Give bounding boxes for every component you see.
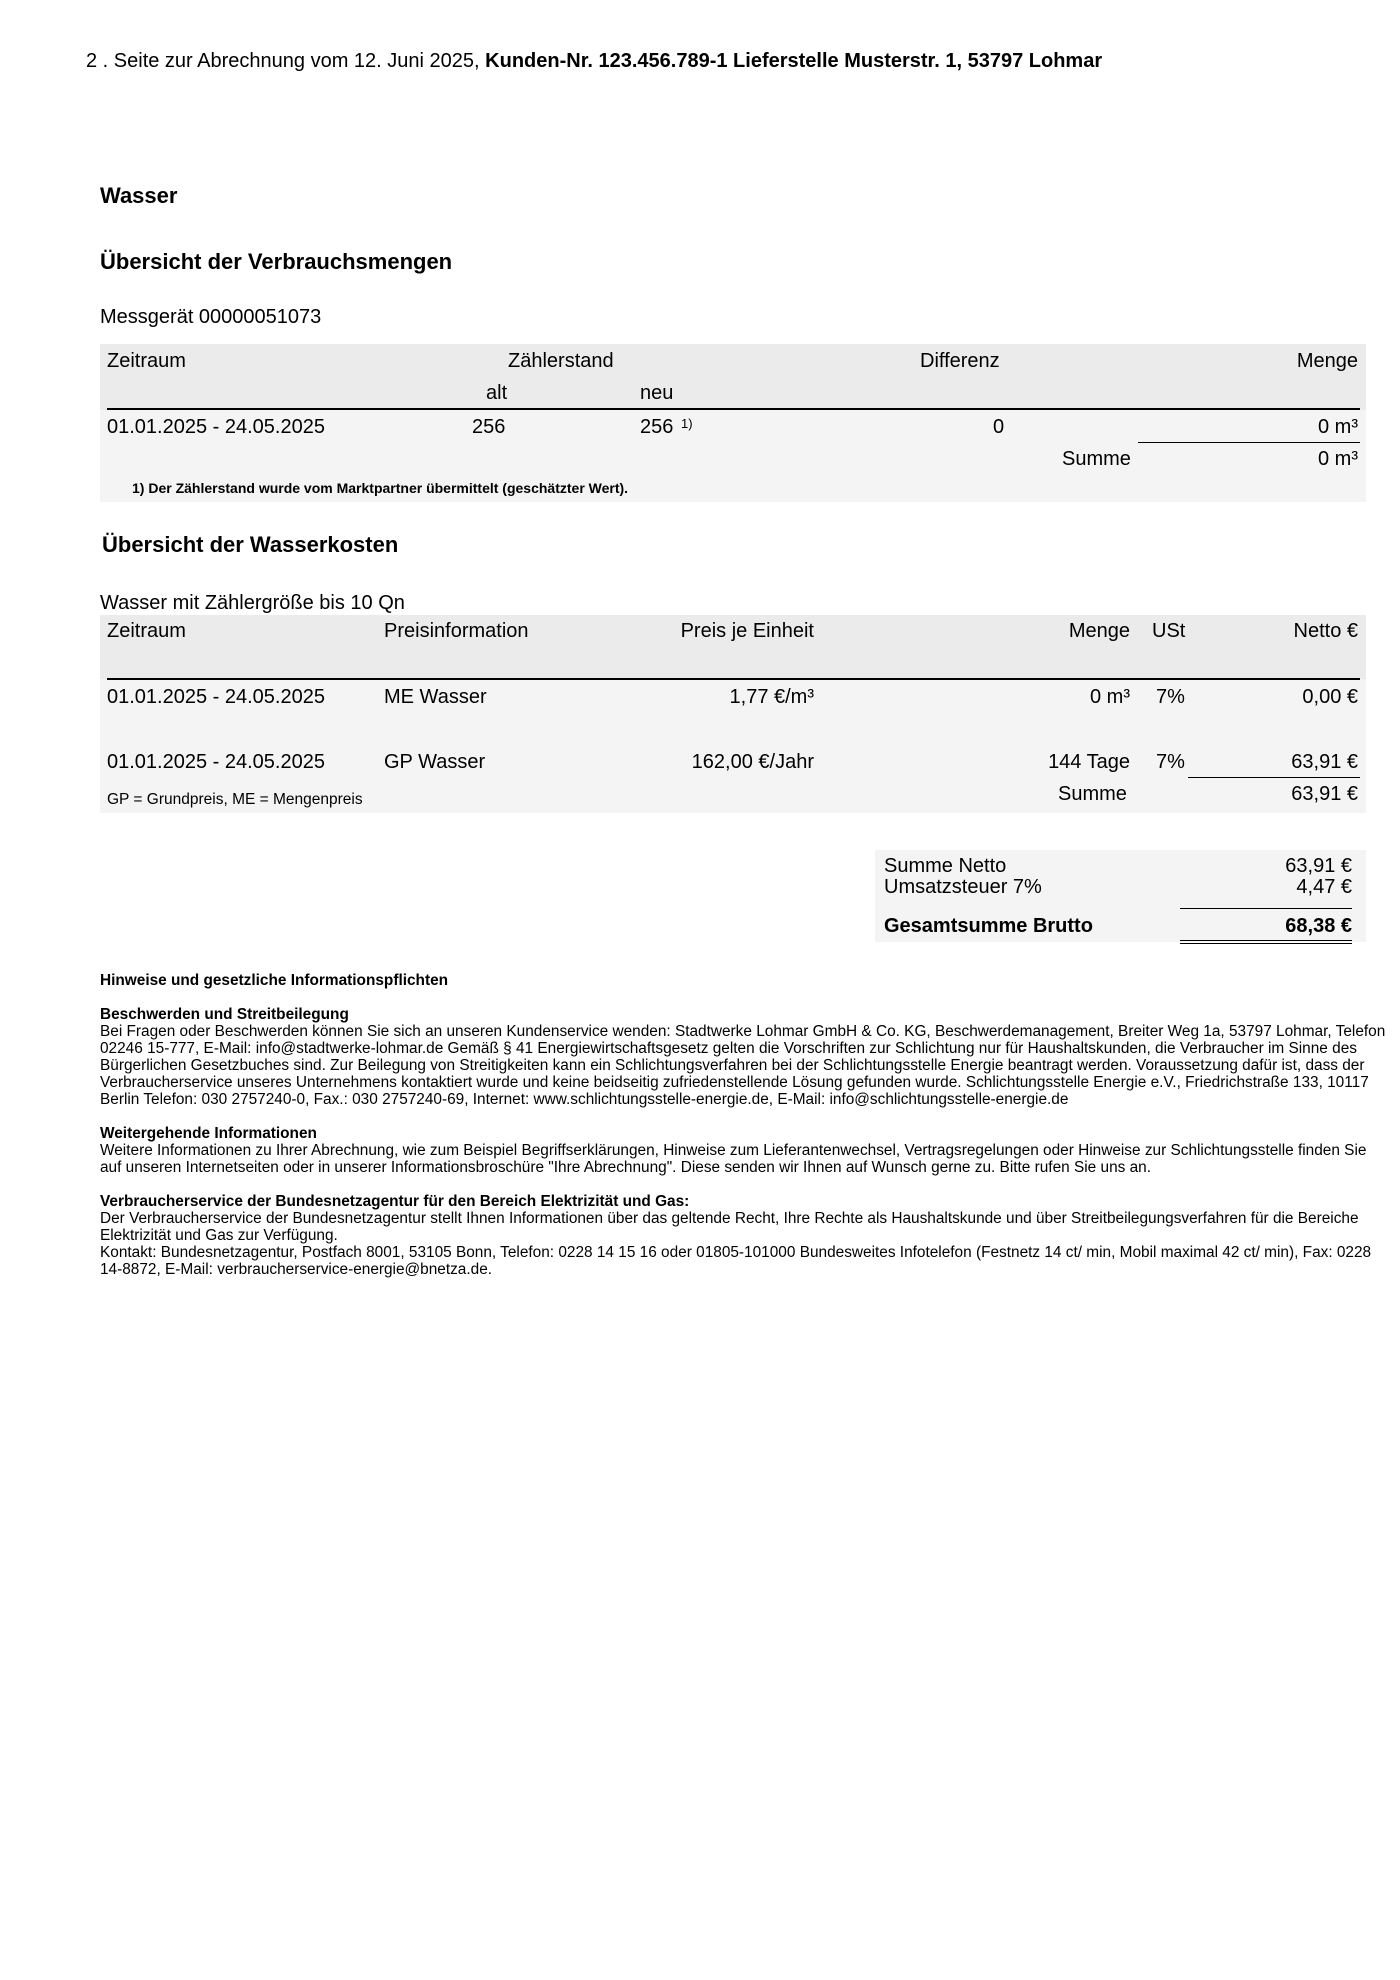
costs-row-1-vat: 7%	[1156, 686, 1185, 708]
costs-row-2-price-info: GP Wasser	[384, 751, 486, 773]
costs-col-period-header: Zeitraum	[107, 620, 186, 642]
agency-contact: Kontakt: Bundesnetzagentur, Postfach 8001, 53105 Bonn, Telefon: 0228 14 15 16 oder 01805-101000 Bundesweites Infotelefon (Festnetz 14 ct/ min, Mobil maximal 42 ct/ min), Fax: 0228 14-8872, E-Mail: verbraucherservice-energie@bnetza.de.	[100, 1244, 1372, 1278]
consumption-header-rule	[107, 408, 1360, 410]
total-vat-label: Umsatzsteuer 7%	[884, 876, 1042, 898]
costs-row-1-price-info: ME Wasser	[384, 686, 487, 708]
total-gross-value: 68,38 €	[1285, 915, 1352, 937]
costs-row-2-period: 01.01.2025 - 24.05.2025	[107, 751, 325, 773]
consumption-row-period: 01.01.2025 - 24.05.2025	[107, 416, 325, 438]
costs-legend: GP = Grundpreis, ME = Mengenpreis	[107, 791, 363, 808]
legal-notices	[100, 972, 1390, 1278]
page-header	[86, 50, 1366, 72]
costs-row-1-period: 01.01.2025 - 24.05.2025	[107, 686, 325, 708]
total-net-label: Summe Netto	[884, 855, 1007, 877]
costs-col-price-info-header: Preisinformation	[384, 620, 529, 642]
col-difference-header: Differenz	[920, 350, 1000, 372]
col-quantity-header: Menge	[1296, 350, 1358, 372]
complaints-heading: Beschwerden und Streitbeilegung	[100, 1006, 349, 1023]
consumption-row-quantity: 0 m³	[1318, 416, 1358, 438]
costs-sum-label: Summe	[1058, 783, 1127, 805]
agency-heading: Verbraucherservice der Bundesnetzagentur für den Bereich Elektrizität und Gas:	[100, 1193, 690, 1210]
col-period-header: Zeitraum	[107, 350, 186, 372]
costs-row-2-unit-price: 162,00 €/Jahr	[691, 751, 814, 773]
further-info-heading: Weitergehende Informationen	[100, 1125, 317, 1142]
consumption-sum-value: 0 m³	[1318, 448, 1358, 470]
costs-col-net-header: Netto €	[1293, 620, 1358, 642]
costs-subtitle: Wasser mit Zählergröße bis 10 Qn	[100, 592, 405, 614]
total-net-value: 63,91 €	[1285, 855, 1352, 877]
costs-row-1-unit-price: 1,77 €/m³	[729, 686, 814, 708]
costs-header-rule	[107, 678, 1360, 680]
customer-reference: Kunden-Nr. 123.456.789-1 Lieferstelle Musterstr. 1, 53797 Lohmar	[485, 50, 1103, 72]
consumption-row-new: 256	[640, 416, 674, 438]
col-old-header: alt	[486, 382, 508, 404]
costs-row-2-vat: 7%	[1156, 751, 1185, 773]
costs-row-1-quantity: 0 m³	[1090, 686, 1130, 708]
total-gross-top-rule	[1180, 908, 1352, 909]
legal-title: Hinweise und gesetzliche Informationspflichten	[100, 972, 449, 989]
costs-col-quantity-header: Menge	[1068, 620, 1130, 642]
costs-col-unit-price-header: Preis je Einheit	[680, 620, 814, 642]
col-meter-reading-header: Zählerstand	[508, 350, 614, 372]
consumption-sum-rule	[1138, 442, 1360, 443]
consumption-row-note-ref: 1)	[681, 416, 693, 431]
total-gross-double-rule-1	[1180, 940, 1352, 941]
page-reference: 2 . Seite zur Abrechnung vom 12. Juni 2025,	[86, 50, 480, 72]
meter-label: Messgerät 00000051073	[100, 306, 322, 328]
col-new-header: neu	[640, 382, 674, 404]
costs-sum-value: 63,91 €	[1291, 783, 1358, 805]
costs-row-2-quantity: 144 Tage	[1048, 751, 1130, 773]
consumption-footnote: 1) Der Zählerstand wurde vom Marktpartner übermittelt (geschätzter Wert).	[132, 480, 629, 496]
total-gross-double-rule-2	[1180, 943, 1352, 944]
total-gross-label: Gesamtsumme Brutto	[884, 915, 1093, 937]
costs-title: Übersicht der Wasserkosten	[102, 532, 399, 557]
consumption-title: Übersicht der Verbrauchsmengen	[100, 249, 453, 274]
consumption-row-old: 256	[472, 416, 506, 438]
further-info-text: Weitere Informationen zu Ihrer Abrechnung, wie zum Beispiel Begriffserklärungen, Hinweise zum Lieferantenwechsel, Vertragsregelungen oder Hinweise zur Schlichtungsstelle finden Sie auf unseren Internetseiten oder in unserer Informationsbroschüre "Ihre Abrechnung". Diese senden wir Ihnen auf Wunsch gerne zu. Bitte rufen Sie uns an.	[100, 1142, 1367, 1176]
costs-row-1-net: 0,00 €	[1302, 686, 1358, 708]
consumption-row-difference: 0	[993, 416, 1005, 438]
consumption-header-bg	[100, 344, 1366, 410]
consumption-sum-label: Summe	[1062, 448, 1131, 470]
section-title: Wasser	[100, 183, 178, 208]
complaints-text: Bei Fragen oder Beschwerden können Sie sich an unseren Kundenservice wenden: Stadtwerke Lohmar GmbH & Co. KG, Beschwerdemanagement, Breiter Weg 1a, 53797 Lohmar, Telefon 02246 15-777, E-Mail: info@stadtwerke-lohmar.de Gemäß § 41 Energiewirtschaftsgesetz gelten die Vorschriften zur Schlichtung nur für Haushaltskunden, die Verbraucher im Sinne des Bürgerlichen Gesetzbuches sind. Zur Beilegung von Streitigkeiten kann ein Schlichtungsverfahren bei der Schlichtungsstelle Energie beantragt werden. Voraussetzung dafür ist, dass der Verbraucherservice unseres Unternehmens kontaktiert wurde und keine beidseitig zufriedenstellende Lösung gefunden wurde. Schlichtungsstelle Energie e.V., Friedrichstraße 133, 10117 Berlin Telefon: 030 2757240-0, Fax.: 030 2757240-69, Internet: www.schlichtungsstelle-energie.de, E-Mail: info@schlichtungsstelle-energie.de	[100, 1023, 1386, 1108]
costs-row-2-net: 63,91 €	[1291, 751, 1358, 773]
total-vat-value: 4,47 €	[1296, 876, 1352, 898]
costs-col-vat-header: USt	[1152, 620, 1186, 642]
agency-text: Der Verbraucherservice der Bundesnetzagentur stellt Ihnen Informationen über das geltende Recht, Ihre Rechte als Haushaltskunde und über Streitbeilegungsverfahren für die Bereiche Elektrizität und Gas zur Verfügung.	[100, 1210, 1359, 1244]
costs-sum-rule	[1188, 777, 1360, 778]
